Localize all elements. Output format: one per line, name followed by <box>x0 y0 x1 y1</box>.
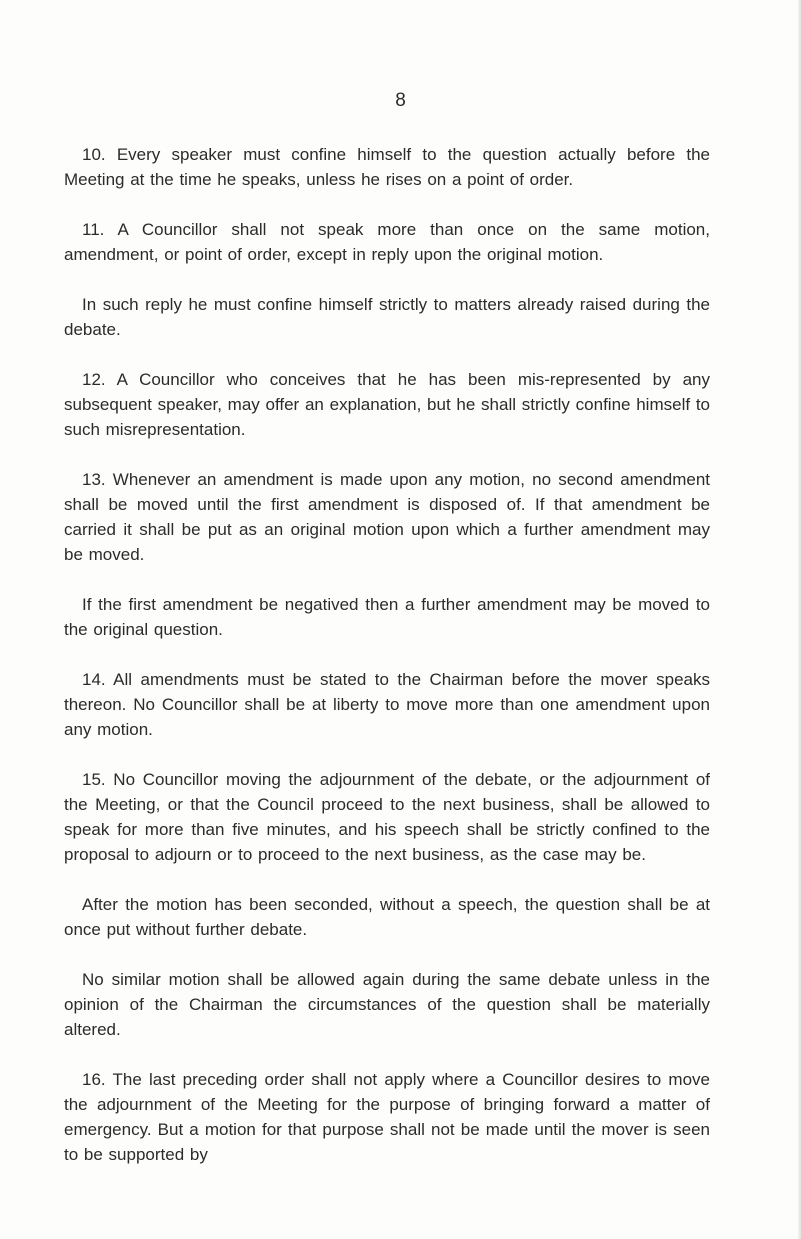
paragraph-order-15-similar-motion: No similar motion shall be allowed again during the same debate unless in the opinion of the Chairman the circumstances of the question shall be materially altered. <box>64 970 710 1039</box>
paragraph-order-11-reply: In such reply he must confine himself strictly to matters already raised during the debate. <box>64 295 710 339</box>
document-body <box>64 142 710 1167</box>
paragraph-standing-order-13: 13. Whenever an amendment is made upon any motion, no second amendment shall be moved until the first amendment is disposed of. If that amendment be carried it shall be put as an original motion upon which a further amendment may be moved. <box>64 470 710 564</box>
paragraph-standing-order-10: 10. Every speaker must confine himself to the question actually before the Meeting at the time he speaks, unless he rises on a point of order. <box>64 145 710 189</box>
paragraph-order-15-seconded: After the motion has been seconded, without a speech, the question shall be at once put without further debate. <box>64 895 710 939</box>
page-number: 8 <box>395 90 406 111</box>
paragraph-standing-order-15: 15. No Councillor moving the adjournment of the debate, or the adjournment of the Meeting, or that the Council proceed to the next business, shall be allowed to speak for more than five minutes, and his speech shall be strictly confined to the proposal to adjourn or to proceed to the next business, as the case may be. <box>64 770 710 864</box>
paragraph-standing-order-12: 12. A Councillor who conceives that he has been mis-represented by any subsequent speaker, may offer an explanation, but he shall strictly confine himself to such misrepresentation. <box>64 370 710 439</box>
paragraph-standing-order-14: 14. All amendments must be stated to the Chairman before the mover speaks thereon. No Councillor shall be at liberty to move more than one amendment upon any motion. <box>64 670 710 739</box>
paragraph-standing-order-16: 16. The last preceding order shall not apply where a Councillor desires to move the adjournment of the Meeting for the purpose of bringing forward a matter of emergency. But a motion for that purpose shall not be made until the mover is seen to be supported by <box>64 1070 710 1164</box>
paragraph-order-13-negatived: If the first amendment be negatived then a further amendment may be moved to the original question. <box>64 595 710 639</box>
paragraph-standing-order-11: 11. A Councillor shall not speak more than once on the same motion, amendment, or point of order, except in reply upon the original motion. <box>64 220 710 264</box>
